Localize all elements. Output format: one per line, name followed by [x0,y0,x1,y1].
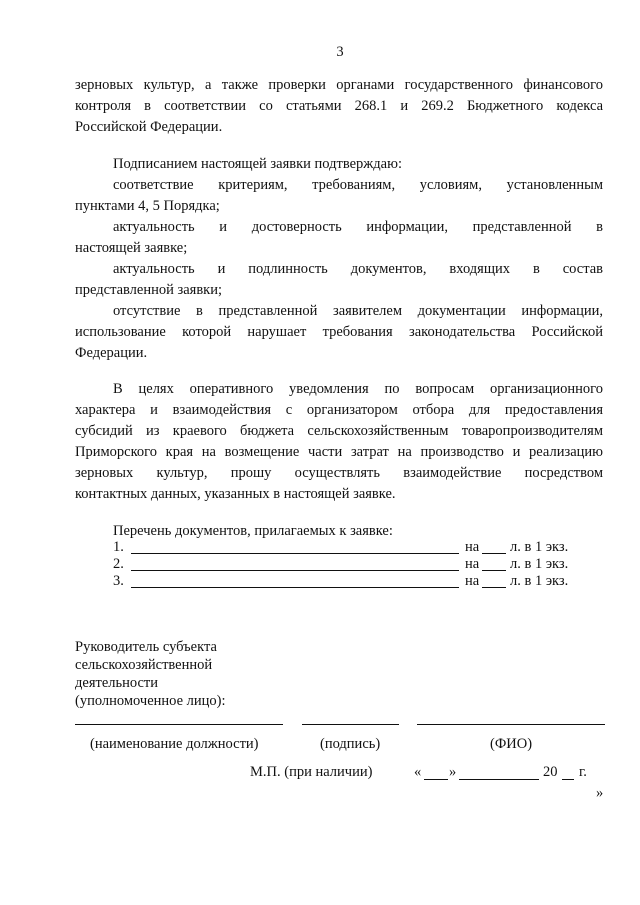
confirmation-item-cont: пунктами 4, 5 Порядка; [75,198,220,214]
confirmation-item-cont: Федерации. [75,345,148,361]
document-name-blank[interactable] [131,553,459,554]
document-number: 3. [113,573,124,589]
signature-caption: (подпись) [320,736,381,752]
position-caption: (наименование должности) [90,736,259,752]
document-number: 2. [113,556,124,572]
confirmation-item: актуальность и достоверность информации, представленной в [113,219,603,235]
confirmation-item-cont: настоящей заявке; [75,240,188,256]
document-pages-blank[interactable] [482,570,506,571]
year-blank[interactable] [562,779,574,780]
year-prefix: 20 [543,764,558,780]
stamp-label: М.П. (при наличии) [250,764,373,780]
signer-line: деятельности [75,675,159,691]
position-blank[interactable] [75,724,283,725]
confirmation-item-cont: представленной заявки; [75,282,223,298]
notification-line: контактных данных, указанных в настоящей заявке. [75,486,396,502]
document-copies-label: л. в 1 экз. [510,556,569,572]
intro-line-2: контроля в соответствии со статьями 268.1 и 269.2 Бюджетного кодекса [75,98,603,114]
document-pages-blank[interactable] [482,587,506,588]
signature-blank[interactable] [302,724,399,725]
document-name-blank[interactable] [131,570,459,571]
intro-line-3: Российской Федерации. [75,119,223,135]
notification-line: Приморского края на возмещение части затрат на производство и реализацию [75,444,603,460]
document-pages-blank[interactable] [482,553,506,554]
notification-line: характера и взаимодействия с организатором отбора для предоставления [75,402,603,418]
signer-line: Руководитель субъекта [75,639,217,655]
documents-heading: Перечень документов, прилагаемых к заявке: [113,523,393,539]
notification-line: В целях оперативного уведомления по вопросам организационного [113,381,603,397]
notification-line: субсидий из краевого бюджета сельскохозяйственным товаропроизводителям [75,423,603,439]
month-blank[interactable] [459,779,539,780]
confirmation-item: соответствие критериям, требованиям, условиям, установленным [113,177,603,193]
confirmation-heading: Подписанием настоящей заявки подтверждаю: [113,156,402,172]
notification-line: зерновых культур, прошу осуществлять взаимодействие посредством [75,465,603,481]
document-copies-label: л. в 1 экз. [510,539,569,555]
page-number: 3 [336,44,344,60]
fio-blank[interactable] [417,724,605,725]
year-suffix: г. [579,764,587,780]
confirmation-item: актуальность и подлинность документов, входящих в состав [113,261,603,277]
confirmation-item: отсутствие в представленной заявителем документации информации, [113,303,603,319]
date-close-quote: » [449,764,457,780]
document-copies-label: л. в 1 экз. [510,573,569,589]
intro-line-1: зерновых культур, а также проверки органами государственного финансового [75,77,603,93]
signer-line: (уполномоченное лицо): [75,693,226,709]
day-blank[interactable] [424,779,448,780]
signer-line: сельскохозяйственной [75,657,213,673]
document-na-label: на [465,539,480,555]
closing-quote: » [596,785,604,801]
document-number: 1. [113,539,124,555]
fio-caption: (ФИО) [490,736,533,752]
document-na-label: на [465,573,480,589]
document-na-label: на [465,556,480,572]
document-name-blank[interactable] [131,587,459,588]
confirmation-item-cont: использование которой нарушает требования законодательства Российской [75,324,603,340]
date-open-quote: « [414,764,422,780]
